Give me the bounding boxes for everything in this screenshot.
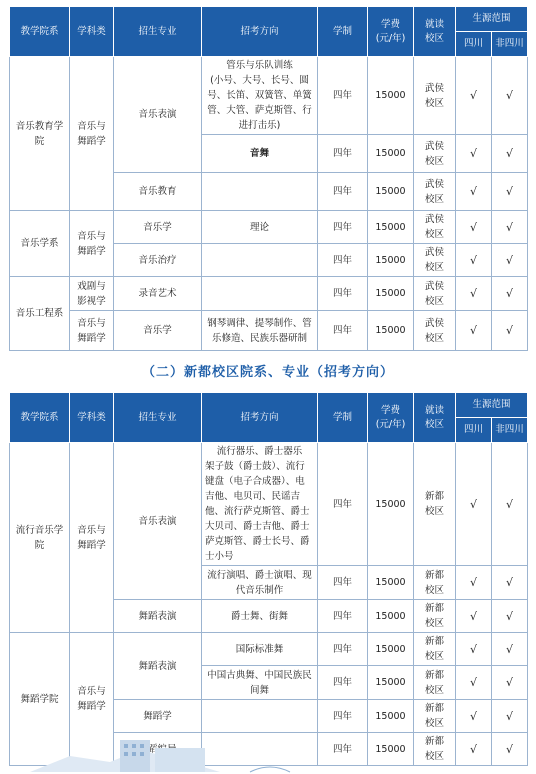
campus-cell: 新都 校区 <box>414 700 456 733</box>
direction-detail: 架子鼓（爵士鼓）、流行键盘（电子合成器）、电吉他、电贝司、民谣吉他、流行萨克斯管、爵士大贝司、爵士吉他、爵士萨克斯管、爵士长号、爵士小号 <box>205 461 310 562</box>
direction-cell: 音舞 <box>202 135 318 173</box>
direction-title: 管乐与乐队训练 <box>226 60 293 71</box>
non-sichuan-check: √ <box>492 57 528 135</box>
table-row <box>10 633 528 666</box>
college-cell: 音乐学系 <box>10 211 70 277</box>
fee-cell: 15000 <box>368 566 414 600</box>
subject-cell: 戏剧与影视学 <box>70 277 114 311</box>
campus-cell: 武侯 校区 <box>414 135 456 173</box>
header-direction: 招考方向 <box>202 393 318 443</box>
fee-cell: 15000 <box>368 633 414 666</box>
sichuan-check: √ <box>456 173 492 211</box>
non-sichuan-check: √ <box>492 566 528 600</box>
direction-title: 流行器乐、爵士器乐 <box>216 446 303 457</box>
sichuan-check: √ <box>456 211 492 244</box>
major-cell: 音乐表演 <box>114 443 202 600</box>
sichuan-check: √ <box>456 666 492 700</box>
direction-cell <box>202 443 318 566</box>
non-sichuan-check: √ <box>492 633 528 666</box>
header-duration: 学制 <box>318 7 368 57</box>
direction-cell <box>202 244 318 277</box>
subject-cell: 音乐与舞蹈学 <box>70 57 114 211</box>
direction-cell: 钢琴调律、提琴制作、管乐修造、民族乐器研制 <box>202 311 318 351</box>
duration-cell: 四年 <box>318 311 368 351</box>
major-cell: 录音艺术 <box>114 277 202 311</box>
campus-cell: 新都 校区 <box>414 733 456 766</box>
subject-cell: 音乐与舞蹈学 <box>70 311 114 351</box>
direction-cell <box>202 700 318 733</box>
building-illustration <box>0 736 536 774</box>
non-sichuan-check: √ <box>492 173 528 211</box>
fee-cell: 15000 <box>368 600 414 633</box>
campus-cell: 武侯 校区 <box>414 277 456 311</box>
duration-cell: 四年 <box>318 700 368 733</box>
sichuan-check: √ <box>456 244 492 277</box>
duration-cell: 四年 <box>318 666 368 700</box>
campus-cell: 新都 校区 <box>414 600 456 633</box>
non-sichuan-check: √ <box>492 244 528 277</box>
campus-cell: 武侯 校区 <box>414 211 456 244</box>
campus-cell: 新都 校区 <box>414 566 456 600</box>
direction-cell <box>202 173 318 211</box>
header-fee: 学费 (元/年) <box>368 393 414 443</box>
duration-cell: 四年 <box>318 135 368 173</box>
major-cell: 音乐表演 <box>114 57 202 173</box>
admission-table-wuhou <box>9 6 528 351</box>
direction-cell <box>202 57 318 135</box>
table-row <box>10 211 528 244</box>
major-cell: 音乐教育 <box>114 173 202 211</box>
header-source: 生源范围 <box>456 393 528 418</box>
fee-cell: 15000 <box>368 135 414 173</box>
header-major: 招生专业 <box>114 7 202 57</box>
major-cell: 音乐治疗 <box>114 244 202 277</box>
duration-cell: 四年 <box>318 211 368 244</box>
non-sichuan-check: √ <box>492 666 528 700</box>
non-sichuan-check: √ <box>492 135 528 173</box>
sichuan-check: √ <box>456 633 492 666</box>
subject-cell: 音乐与舞蹈学 <box>70 443 114 633</box>
direction-detail: (小号、大号、长号、圆号、长笛、双簧管、单簧管、大管、萨克斯管、行进打击乐) <box>207 75 312 131</box>
fee-cell: 15000 <box>368 244 414 277</box>
header-campus: 就读 校区 <box>414 7 456 57</box>
table-row <box>10 277 528 311</box>
header-campus: 就读 校区 <box>414 393 456 443</box>
sichuan-check: √ <box>456 600 492 633</box>
direction-cell: 流行演唱、爵士演唱、现代音乐制作 <box>202 566 318 600</box>
direction-cell: 中国古典舞、中国民族民间舞 <box>202 666 318 700</box>
fee-cell: 15000 <box>368 666 414 700</box>
subject-cell: 音乐与舞蹈学 <box>70 211 114 277</box>
duration-cell: 四年 <box>318 566 368 600</box>
non-sichuan-check: √ <box>492 700 528 733</box>
header-college: 教学院系 <box>10 393 70 443</box>
campus-cell: 武侯 校区 <box>414 173 456 211</box>
campus-cell: 新都 校区 <box>414 633 456 666</box>
non-sichuan-check: √ <box>492 211 528 244</box>
major-cell: 舞蹈表演 <box>114 600 202 633</box>
duration-cell: 四年 <box>318 57 368 135</box>
non-sichuan-check: √ <box>492 443 528 566</box>
admission-table-xindu <box>9 392 528 766</box>
college-cell: 音乐工程系 <box>10 277 70 351</box>
duration-cell: 四年 <box>318 244 368 277</box>
sichuan-check: √ <box>456 311 492 351</box>
table-row <box>10 443 528 566</box>
direction-cell: 国际标准舞 <box>202 633 318 666</box>
fee-cell: 15000 <box>368 173 414 211</box>
fee-cell: 15000 <box>368 57 414 135</box>
campus-cell: 武侯 校区 <box>414 244 456 277</box>
campus-cell: 新都 校区 <box>414 666 456 700</box>
header-sichuan: 四川 <box>456 418 492 443</box>
header-subject: 学科类 <box>70 7 114 57</box>
duration-cell: 四年 <box>318 443 368 566</box>
campus-cell: 武侯 校区 <box>414 57 456 135</box>
header-duration: 学制 <box>318 393 368 443</box>
sichuan-check: √ <box>456 135 492 173</box>
header-sichuan: 四川 <box>456 32 492 57</box>
duration-cell: 四年 <box>318 600 368 633</box>
non-sichuan-check: √ <box>492 733 528 766</box>
campus-cell: 武侯 校区 <box>414 311 456 351</box>
sichuan-check: √ <box>456 277 492 311</box>
header-subject: 学科类 <box>70 393 114 443</box>
major-cell: 舞蹈学 <box>114 700 202 733</box>
header-fee: 学费 (元/年) <box>368 7 414 57</box>
non-sichuan-check: √ <box>492 277 528 311</box>
header-major: 招生专业 <box>114 393 202 443</box>
duration-cell: 四年 <box>318 733 368 766</box>
header-non-sichuan: 非四川 <box>492 32 528 57</box>
direction-cell: 爵士舞、街舞 <box>202 600 318 633</box>
header-college: 教学院系 <box>10 7 70 57</box>
major-cell: 音乐学 <box>114 211 202 244</box>
table-row <box>10 311 528 351</box>
fee-cell: 15000 <box>368 211 414 244</box>
fee-cell: 15000 <box>368 443 414 566</box>
fee-cell: 15000 <box>368 311 414 351</box>
sichuan-check: √ <box>456 566 492 600</box>
sichuan-check: √ <box>456 57 492 135</box>
major-cell: 音乐学 <box>114 311 202 351</box>
non-sichuan-check: √ <box>492 600 528 633</box>
header-source: 生源范围 <box>456 7 528 32</box>
duration-cell: 四年 <box>318 173 368 211</box>
direction-cell: 理论 <box>202 211 318 244</box>
college-cell: 流行音乐学院 <box>10 443 70 633</box>
duration-cell: 四年 <box>318 633 368 666</box>
fee-cell: 15000 <box>368 277 414 311</box>
sichuan-check: √ <box>456 733 492 766</box>
subject-cell: 音乐与舞蹈学 <box>70 633 114 766</box>
header-direction: 招考方向 <box>202 7 318 57</box>
non-sichuan-check: √ <box>492 311 528 351</box>
college-cell: 音乐教育学院 <box>10 57 70 211</box>
direction-cell <box>202 277 318 311</box>
sichuan-check: √ <box>456 443 492 566</box>
header-non-sichuan: 非四川 <box>492 418 528 443</box>
duration-cell: 四年 <box>318 277 368 311</box>
college-cell: 舞蹈学院 <box>10 633 70 766</box>
major-cell: 舞蹈表演 <box>114 633 202 700</box>
sichuan-check: √ <box>456 700 492 733</box>
section-heading: （二）新都校区院系、专业（招考方向） <box>141 365 394 380</box>
table-row <box>10 57 528 135</box>
campus-cell: 新都 校区 <box>414 443 456 566</box>
fee-cell: 15000 <box>368 700 414 733</box>
fee-cell: 15000 <box>368 733 414 766</box>
